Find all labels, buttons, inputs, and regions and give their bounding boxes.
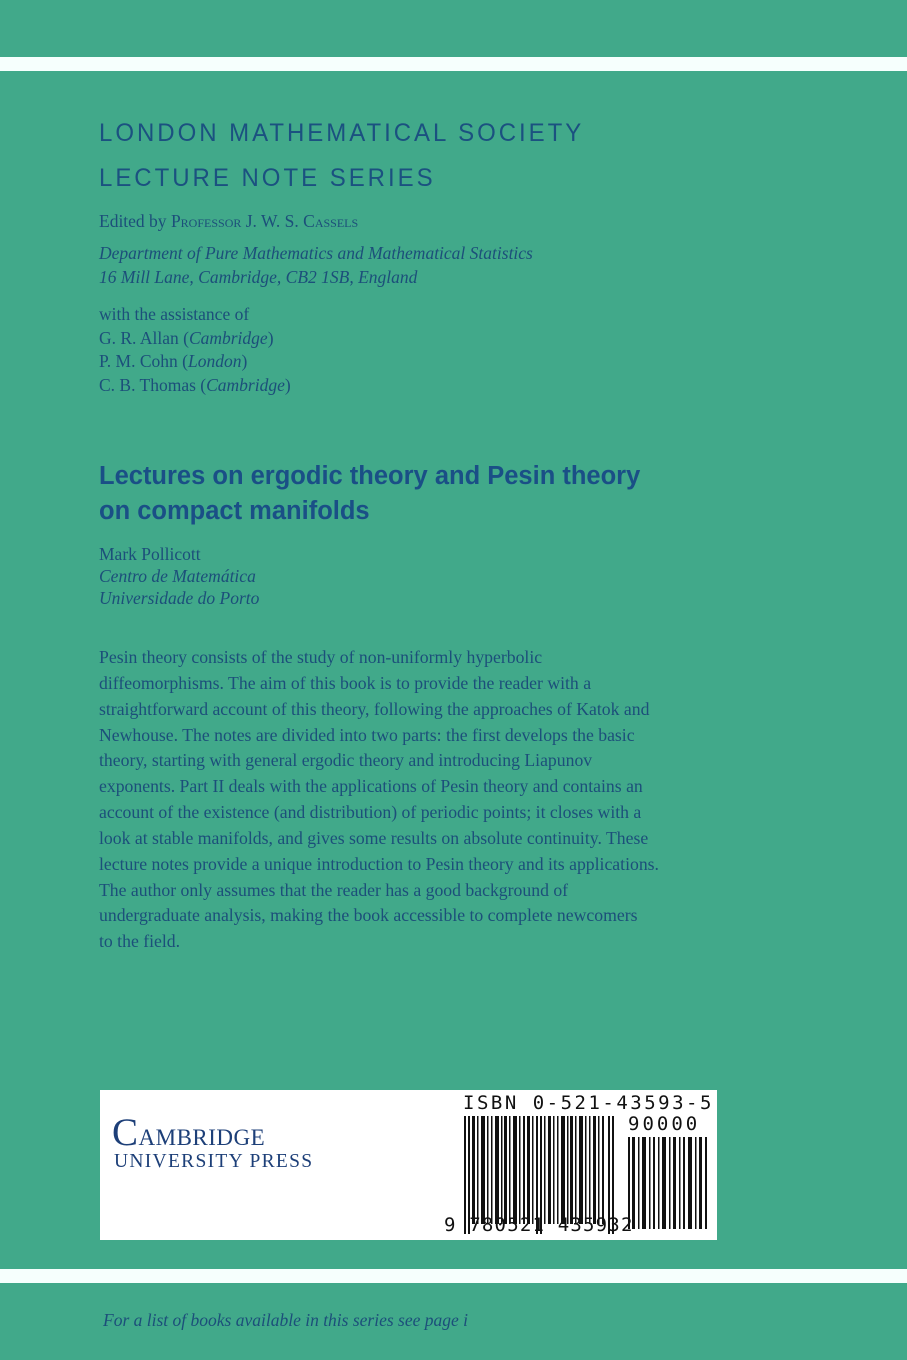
assistant-place: Cambridge (188, 327, 268, 348)
assistant-place: Cambridge (206, 374, 285, 395)
book-description (99, 645, 719, 955)
book-title-line-2: on compact manifolds (99, 497, 370, 525)
description-line: Pesin theory consists of the study of non-uniformly hyperbolic (99, 647, 543, 667)
description-line: undergraduate analysis, making the book accessible to complete newcomers (99, 905, 638, 926)
description-line: straightforward account of this theory, following the approaches of Katok and (99, 698, 650, 719)
barcode-addon-digits: 90000 (628, 1113, 701, 1135)
bottom-white-stripe (0, 1269, 907, 1283)
paren: ) (267, 327, 274, 348)
logo-wordmark: ambridge (138, 1117, 266, 1153)
description-line: to the field. (99, 931, 181, 952)
author-block (99, 543, 259, 609)
paren: ) (284, 374, 291, 395)
author-affiliation-1: Centro de Matemática (99, 566, 256, 586)
assistant-editors (99, 303, 291, 397)
description-line: look at stable manifolds, and gives some results on absolute continuity. These (99, 827, 649, 848)
assistant-editor (99, 350, 291, 374)
assistance-intro: with the assistance of (99, 304, 250, 324)
description-line: The author only assumes that the reader has a good background of (99, 879, 569, 900)
description-line: theory, starting with general ergodic theory and introducing Liapunov (99, 750, 593, 771)
editor-prefix: Edited by (99, 211, 171, 231)
editor-initials: J. W. S. (241, 211, 304, 231)
publisher-imprint-box (100, 1090, 717, 1240)
series-title-line-1: LONDON MATHEMATICAL SOCIETY (99, 119, 585, 147)
editor-title: Professor (170, 211, 242, 231)
series-title-line-2: LECTURE NOTE SERIES (99, 164, 436, 192)
description-line: exponents. Part II deals with the applications of Pesin theory and contains an (99, 776, 643, 797)
description-line: account of the existence (and distribution) of periodic points; it closes with a (99, 802, 642, 823)
assistant-name: P. M. Cohn ( (99, 351, 188, 371)
book-title (99, 459, 640, 529)
assistant-place: London (187, 351, 242, 371)
book-title-line-1: Lectures on ergodic theory and Pesin theory (99, 462, 641, 490)
top-white-stripe (0, 57, 907, 71)
cambridge-logo (112, 1110, 265, 1155)
assistant-editor (99, 327, 291, 351)
assistant-name: G. R. Allan ( (99, 327, 189, 348)
series-list-note: For a list of books available in this series see page i (103, 1310, 469, 1330)
description-line: lecture notes provide a unique introduction to Pesin theory and its applications. (99, 853, 659, 874)
department-name: Department of Pure Mathematics and Mathematical Statistics (99, 243, 533, 263)
assistant-editor (99, 374, 291, 398)
cambridge-logo-subtitle: UNIVERSITY PRESS (114, 1151, 314, 1172)
editor-credit (99, 210, 358, 234)
editor-surname: Cassels (303, 211, 359, 231)
author-name: Mark Pollicott (99, 544, 201, 564)
isbn-label: ISBN 0-521-43593-5 (463, 1092, 714, 1114)
description-line: Newhouse. The notes are divided into two parts: the first develops the basic (99, 724, 635, 745)
ean-digits: 9 780521 435932 (444, 1214, 634, 1236)
description-line: diffeomorphisms. The aim of this book is to provide the reader with a (99, 672, 592, 693)
logo-initial: C (112, 1111, 139, 1154)
addon-barcode-icon (628, 1137, 710, 1229)
assistant-name: C. B. Thomas ( (99, 374, 207, 395)
department-street: 16 Mill Lane, Cambridge, CB2 1SB, England (99, 266, 418, 287)
paren: ) (241, 351, 248, 371)
author-affiliation-2: Universidade do Porto (99, 588, 260, 608)
department-address (99, 242, 533, 289)
